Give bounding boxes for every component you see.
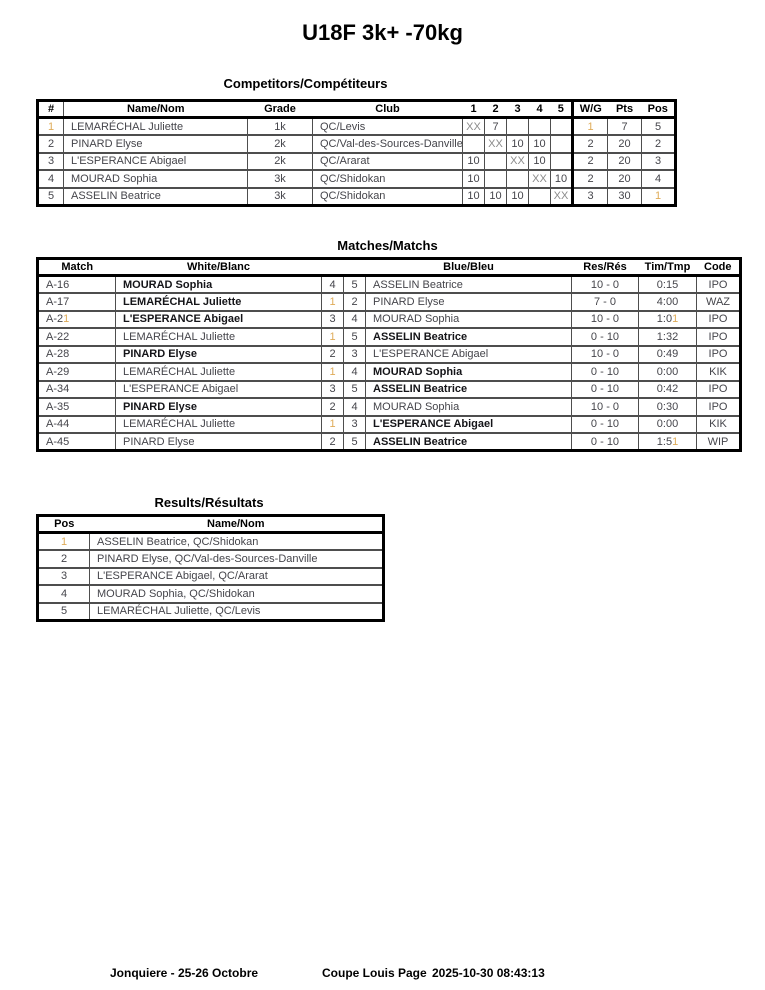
match-row bbox=[38, 293, 741, 311]
match-result-cell: 0 - 10 bbox=[572, 433, 639, 451]
competitor-number-cell: 3 bbox=[38, 153, 64, 171]
result-row bbox=[38, 585, 384, 603]
col-header-wins: W/G bbox=[573, 101, 608, 118]
competitor-number-cell: 5 bbox=[38, 188, 64, 206]
result-position-cell: 3 bbox=[38, 568, 90, 586]
match-code-cell: IPO bbox=[697, 398, 741, 416]
col-header-position: Pos bbox=[642, 101, 676, 118]
match-row bbox=[38, 416, 741, 434]
match-code-cell: WIP bbox=[697, 433, 741, 451]
col-header-round-2: 2 bbox=[485, 101, 507, 118]
competitor-number-cell: 4 bbox=[38, 170, 64, 188]
blue-number-cell: 4 bbox=[344, 363, 366, 381]
match-result-cell: 10 - 0 bbox=[572, 398, 639, 416]
competitor-name-cell: ASSELIN Beatrice bbox=[64, 188, 248, 206]
col-header-grade: Grade bbox=[248, 101, 313, 118]
result-name-cell: ASSELIN Beatrice, QC/Shidokan bbox=[90, 533, 384, 551]
competitor-row bbox=[38, 170, 676, 188]
match-code-cell: WAZ bbox=[697, 293, 741, 311]
competitor-grade-cell: 1k bbox=[248, 118, 313, 136]
col-header-round-5: 5 bbox=[551, 101, 573, 118]
result-row bbox=[38, 603, 384, 621]
footer-event-label: Jonquiere - 25-26 Octobre bbox=[110, 966, 259, 980]
white-number-cell bbox=[322, 328, 344, 346]
match-code-cell: IPO bbox=[697, 381, 741, 399]
white-number-cell: 2 bbox=[322, 398, 344, 416]
competitor-row bbox=[38, 188, 676, 206]
round-score-cell-4 bbox=[529, 118, 551, 136]
competitor-grade-cell: 3k bbox=[248, 188, 313, 206]
page-title: U18F 3k+ -70kg bbox=[302, 20, 463, 45]
round-score-cell-2: 7 bbox=[485, 118, 507, 136]
accented-digit: 1 bbox=[672, 435, 679, 448]
round-score-cell-5 bbox=[551, 135, 573, 153]
match-code-cell: IPO bbox=[697, 328, 741, 346]
competitor-club-cell: QC/Shidokan bbox=[313, 188, 463, 206]
match-row bbox=[38, 346, 741, 364]
matches-table bbox=[36, 257, 742, 452]
white-number-cell: 2 bbox=[322, 346, 344, 364]
white-number-cell bbox=[322, 293, 344, 311]
white-number-cell: 4 bbox=[322, 276, 344, 294]
competitor-club-cell: QC/Levis bbox=[313, 118, 463, 136]
blue-name-cell: MOURAD Sophia bbox=[366, 363, 572, 381]
competitor-row bbox=[38, 135, 676, 153]
col-header-match: Match bbox=[38, 259, 116, 276]
result-row bbox=[38, 533, 384, 551]
competitor-row bbox=[38, 118, 676, 136]
results-heading: Results/Résultats bbox=[154, 495, 264, 510]
round-score-cell-2: XX bbox=[485, 135, 507, 153]
white-number-cell: 3 bbox=[322, 311, 344, 329]
white-name-cell: PINARD Elyse bbox=[116, 346, 322, 364]
result-name-cell: PINARD Elyse, QC/Val-des-Sources-Danville bbox=[90, 550, 384, 568]
col-header-result: Res/Rés bbox=[572, 259, 639, 276]
competitors-heading: Competitors/Compétiteurs bbox=[223, 76, 388, 91]
round-score-cell-2 bbox=[485, 170, 507, 188]
competitor-wins-cell: 2 bbox=[573, 170, 608, 188]
match-code-cell: IPO bbox=[697, 346, 741, 364]
round-score-cell-2: 10 bbox=[485, 188, 507, 206]
result-position-cell bbox=[38, 533, 90, 551]
competitor-club-cell: QC/Shidokan bbox=[313, 170, 463, 188]
white-name-cell: L'ESPERANCE Abigael bbox=[116, 311, 322, 329]
matches-heading: Matches/Matchs bbox=[337, 238, 438, 253]
white-name-cell: LEMARÉCHAL Juliette bbox=[116, 363, 322, 381]
accented-digit: 1 bbox=[329, 295, 336, 308]
matches-header-row bbox=[38, 259, 741, 276]
accented-digit: 1 bbox=[60, 535, 68, 548]
match-id-cell: A-17 bbox=[38, 293, 116, 311]
col-header-white-number bbox=[322, 259, 344, 276]
round-score-cell-1: 10 bbox=[463, 188, 485, 206]
match-id-cell: A-29 bbox=[38, 363, 116, 381]
competitor-number-cell: 2 bbox=[38, 135, 64, 153]
col-header-round-3: 3 bbox=[507, 101, 529, 118]
accented-digit: 1 bbox=[329, 365, 336, 378]
match-row bbox=[38, 433, 741, 451]
competitor-position-cell: 2 bbox=[642, 135, 676, 153]
round-score-cell-3: 10 bbox=[507, 188, 529, 206]
match-time-cell: 0:42 bbox=[639, 381, 697, 399]
match-row bbox=[38, 398, 741, 416]
white-name-cell: LEMARÉCHAL Juliette bbox=[116, 416, 322, 434]
round-score-cell-5 bbox=[551, 153, 573, 171]
competitor-row bbox=[38, 153, 676, 171]
col-header-blue: Blue/Bleu bbox=[366, 259, 572, 276]
match-time-cell: 0:00 bbox=[639, 416, 697, 434]
white-name-cell: PINARD Elyse bbox=[116, 433, 322, 451]
white-number-cell: 3 bbox=[322, 381, 344, 399]
round-score-cell-1 bbox=[463, 135, 485, 153]
col-header-code: Code bbox=[697, 259, 741, 276]
competitor-points-cell: 30 bbox=[608, 188, 642, 206]
match-row bbox=[38, 276, 741, 294]
blue-number-cell: 2 bbox=[344, 293, 366, 311]
competitor-points-cell: 20 bbox=[608, 135, 642, 153]
round-score-cell-5: XX bbox=[551, 188, 573, 206]
accented-digit: 1 bbox=[587, 120, 594, 133]
match-code-cell: IPO bbox=[697, 311, 741, 329]
result-position-cell: 5 bbox=[38, 603, 90, 621]
blue-name-cell: ASSELIN Beatrice bbox=[366, 433, 572, 451]
competitor-wins-cell: 3 bbox=[573, 188, 608, 206]
round-score-cell-2 bbox=[485, 153, 507, 171]
white-number-cell: 2 bbox=[322, 433, 344, 451]
match-id-cell: A-16 bbox=[38, 276, 116, 294]
competitor-wins-cell: 2 bbox=[573, 135, 608, 153]
result-row bbox=[38, 568, 384, 586]
accented-digit: 1 bbox=[654, 190, 662, 202]
match-id-cell: A-21 bbox=[38, 311, 116, 329]
competitor-position-cell: 5 bbox=[642, 118, 676, 136]
match-result-cell: 7 - 0 bbox=[572, 293, 639, 311]
accented-digit: 1 bbox=[47, 120, 55, 133]
white-name-cell: MOURAD Sophia bbox=[116, 276, 322, 294]
blue-name-cell: ASSELIN Beatrice bbox=[366, 328, 572, 346]
match-result-cell: 0 - 10 bbox=[572, 363, 639, 381]
competitor-position-cell: 4 bbox=[642, 170, 676, 188]
round-score-cell-3: 10 bbox=[507, 135, 529, 153]
blue-name-cell: PINARD Elyse bbox=[366, 293, 572, 311]
result-position-cell: 2 bbox=[38, 550, 90, 568]
blue-number-cell: 4 bbox=[344, 398, 366, 416]
match-id-cell: A-34 bbox=[38, 381, 116, 399]
competitor-points-cell: 7 bbox=[608, 118, 642, 136]
col-header-white: White/Blanc bbox=[116, 259, 322, 276]
competitor-grade-cell: 2k bbox=[248, 135, 313, 153]
col-header-result-position: Pos bbox=[38, 516, 90, 533]
blue-name-cell: MOURAD Sophia bbox=[366, 311, 572, 329]
round-score-cell-1: XX bbox=[463, 118, 485, 136]
round-score-cell-4: 10 bbox=[529, 153, 551, 171]
result-position-cell: 4 bbox=[38, 585, 90, 603]
competitor-wins-cell bbox=[573, 118, 608, 136]
match-time-cell: 1:01 bbox=[639, 311, 697, 329]
round-score-cell-4: XX bbox=[529, 170, 551, 188]
match-id-cell: A-45 bbox=[38, 433, 116, 451]
match-time-cell: 1:32 bbox=[639, 328, 697, 346]
match-result-cell: 0 - 10 bbox=[572, 381, 639, 399]
match-result-cell: 10 - 0 bbox=[572, 311, 639, 329]
col-header-number: # bbox=[38, 101, 64, 118]
blue-number-cell: 5 bbox=[344, 381, 366, 399]
white-number-cell bbox=[322, 416, 344, 434]
round-score-cell-5: 10 bbox=[551, 170, 573, 188]
matches-body bbox=[38, 276, 741, 451]
competitor-name-cell: PINARD Elyse bbox=[64, 135, 248, 153]
col-header-blue-number bbox=[344, 259, 366, 276]
accented-digit: 1 bbox=[329, 418, 336, 431]
match-row bbox=[38, 381, 741, 399]
white-name-cell: LEMARÉCHAL Juliette bbox=[116, 293, 322, 311]
competitor-name-cell: L'ESPERANCE Abigael bbox=[64, 153, 248, 171]
match-time-cell: 0:15 bbox=[639, 276, 697, 294]
result-row bbox=[38, 550, 384, 568]
match-time-cell: 1:51 bbox=[639, 433, 697, 451]
match-id-cell: A-35 bbox=[38, 398, 116, 416]
col-header-club: Club bbox=[313, 101, 463, 118]
round-score-cell-5 bbox=[551, 118, 573, 136]
blue-name-cell: L'ESPERANCE Abigael bbox=[366, 346, 572, 364]
col-header-round-4: 4 bbox=[529, 101, 551, 118]
round-score-cell-3 bbox=[507, 170, 529, 188]
round-score-cell-1: 10 bbox=[463, 153, 485, 171]
match-time-cell: 0:49 bbox=[639, 346, 697, 364]
round-score-cell-1: 10 bbox=[463, 170, 485, 188]
results-table bbox=[36, 514, 385, 622]
white-number-cell bbox=[322, 363, 344, 381]
match-row bbox=[38, 328, 741, 346]
white-name-cell: L'ESPERANCE Abigael bbox=[116, 381, 322, 399]
match-code-cell: KIK bbox=[697, 416, 741, 434]
footer-competition-label: Coupe Louis Page bbox=[322, 966, 427, 980]
result-name-cell: MOURAD Sophia, QC/Shidokan bbox=[90, 585, 384, 603]
white-name-cell: LEMARÉCHAL Juliette bbox=[116, 328, 322, 346]
match-id-cell: A-28 bbox=[38, 346, 116, 364]
col-header-time: Tim/Tmp bbox=[639, 259, 697, 276]
blue-name-cell: MOURAD Sophia bbox=[366, 398, 572, 416]
competitors-table bbox=[36, 99, 677, 207]
match-result-cell: 10 - 0 bbox=[572, 346, 639, 364]
accented-digit: 1 bbox=[672, 313, 679, 326]
blue-number-cell: 3 bbox=[344, 346, 366, 364]
match-code-cell: KIK bbox=[697, 363, 741, 381]
competitor-club-cell: QC/Ararat bbox=[313, 153, 463, 171]
match-time-cell: 0:00 bbox=[639, 363, 697, 381]
result-name-cell: L'ESPERANCE Abigael, QC/Ararat bbox=[90, 568, 384, 586]
accented-digit: 1 bbox=[63, 313, 70, 326]
match-result-cell: 0 - 10 bbox=[572, 416, 639, 434]
match-row bbox=[38, 311, 741, 329]
accented-digit: 1 bbox=[329, 330, 336, 343]
competitor-number-cell bbox=[38, 118, 64, 136]
result-name-cell: LEMARÉCHAL Juliette, QC/Levis bbox=[90, 603, 384, 621]
competitors-body bbox=[38, 118, 676, 206]
col-header-round-1: 1 bbox=[463, 101, 485, 118]
results-header-row bbox=[38, 516, 384, 533]
blue-name-cell: ASSELIN Beatrice bbox=[366, 381, 572, 399]
blue-number-cell: 3 bbox=[344, 416, 366, 434]
footer-timestamp: 2025-10-30 08:43:13 bbox=[432, 966, 545, 980]
round-score-cell-3 bbox=[507, 118, 529, 136]
results-body bbox=[38, 533, 384, 621]
match-id-cell: A-22 bbox=[38, 328, 116, 346]
competitor-position-cell bbox=[642, 188, 676, 206]
competitor-points-cell: 20 bbox=[608, 153, 642, 171]
match-time-cell: 4:00 bbox=[639, 293, 697, 311]
match-code-cell: IPO bbox=[697, 276, 741, 294]
match-result-cell: 0 - 10 bbox=[572, 328, 639, 346]
competitor-points-cell: 20 bbox=[608, 170, 642, 188]
match-result-cell: 10 - 0 bbox=[572, 276, 639, 294]
competitor-club-cell: QC/Val-des-Sources-Danville bbox=[313, 135, 463, 153]
blue-number-cell: 5 bbox=[344, 276, 366, 294]
competitor-name-cell: MOURAD Sophia bbox=[64, 170, 248, 188]
white-name-cell: PINARD Elyse bbox=[116, 398, 322, 416]
blue-number-cell: 5 bbox=[344, 433, 366, 451]
match-time-cell: 0:30 bbox=[639, 398, 697, 416]
col-header-result-name: Name/Nom bbox=[90, 516, 384, 533]
competitor-name-cell: LEMARÉCHAL Juliette bbox=[64, 118, 248, 136]
competitor-grade-cell: 2k bbox=[248, 153, 313, 171]
competitors-header-row bbox=[38, 101, 676, 118]
blue-name-cell: L'ESPERANCE Abigael bbox=[366, 416, 572, 434]
round-score-cell-3: XX bbox=[507, 153, 529, 171]
col-header-points: Pts bbox=[608, 101, 642, 118]
blue-name-cell: ASSELIN Beatrice bbox=[366, 276, 572, 294]
round-score-cell-4: 10 bbox=[529, 135, 551, 153]
blue-number-cell: 5 bbox=[344, 328, 366, 346]
competitor-wins-cell: 2 bbox=[573, 153, 608, 171]
blue-number-cell: 4 bbox=[344, 311, 366, 329]
col-header-name: Name/Nom bbox=[64, 101, 248, 118]
competitor-grade-cell: 3k bbox=[248, 170, 313, 188]
match-id-cell: A-44 bbox=[38, 416, 116, 434]
competitor-position-cell: 3 bbox=[642, 153, 676, 171]
match-row bbox=[38, 363, 741, 381]
round-score-cell-4 bbox=[529, 188, 551, 206]
